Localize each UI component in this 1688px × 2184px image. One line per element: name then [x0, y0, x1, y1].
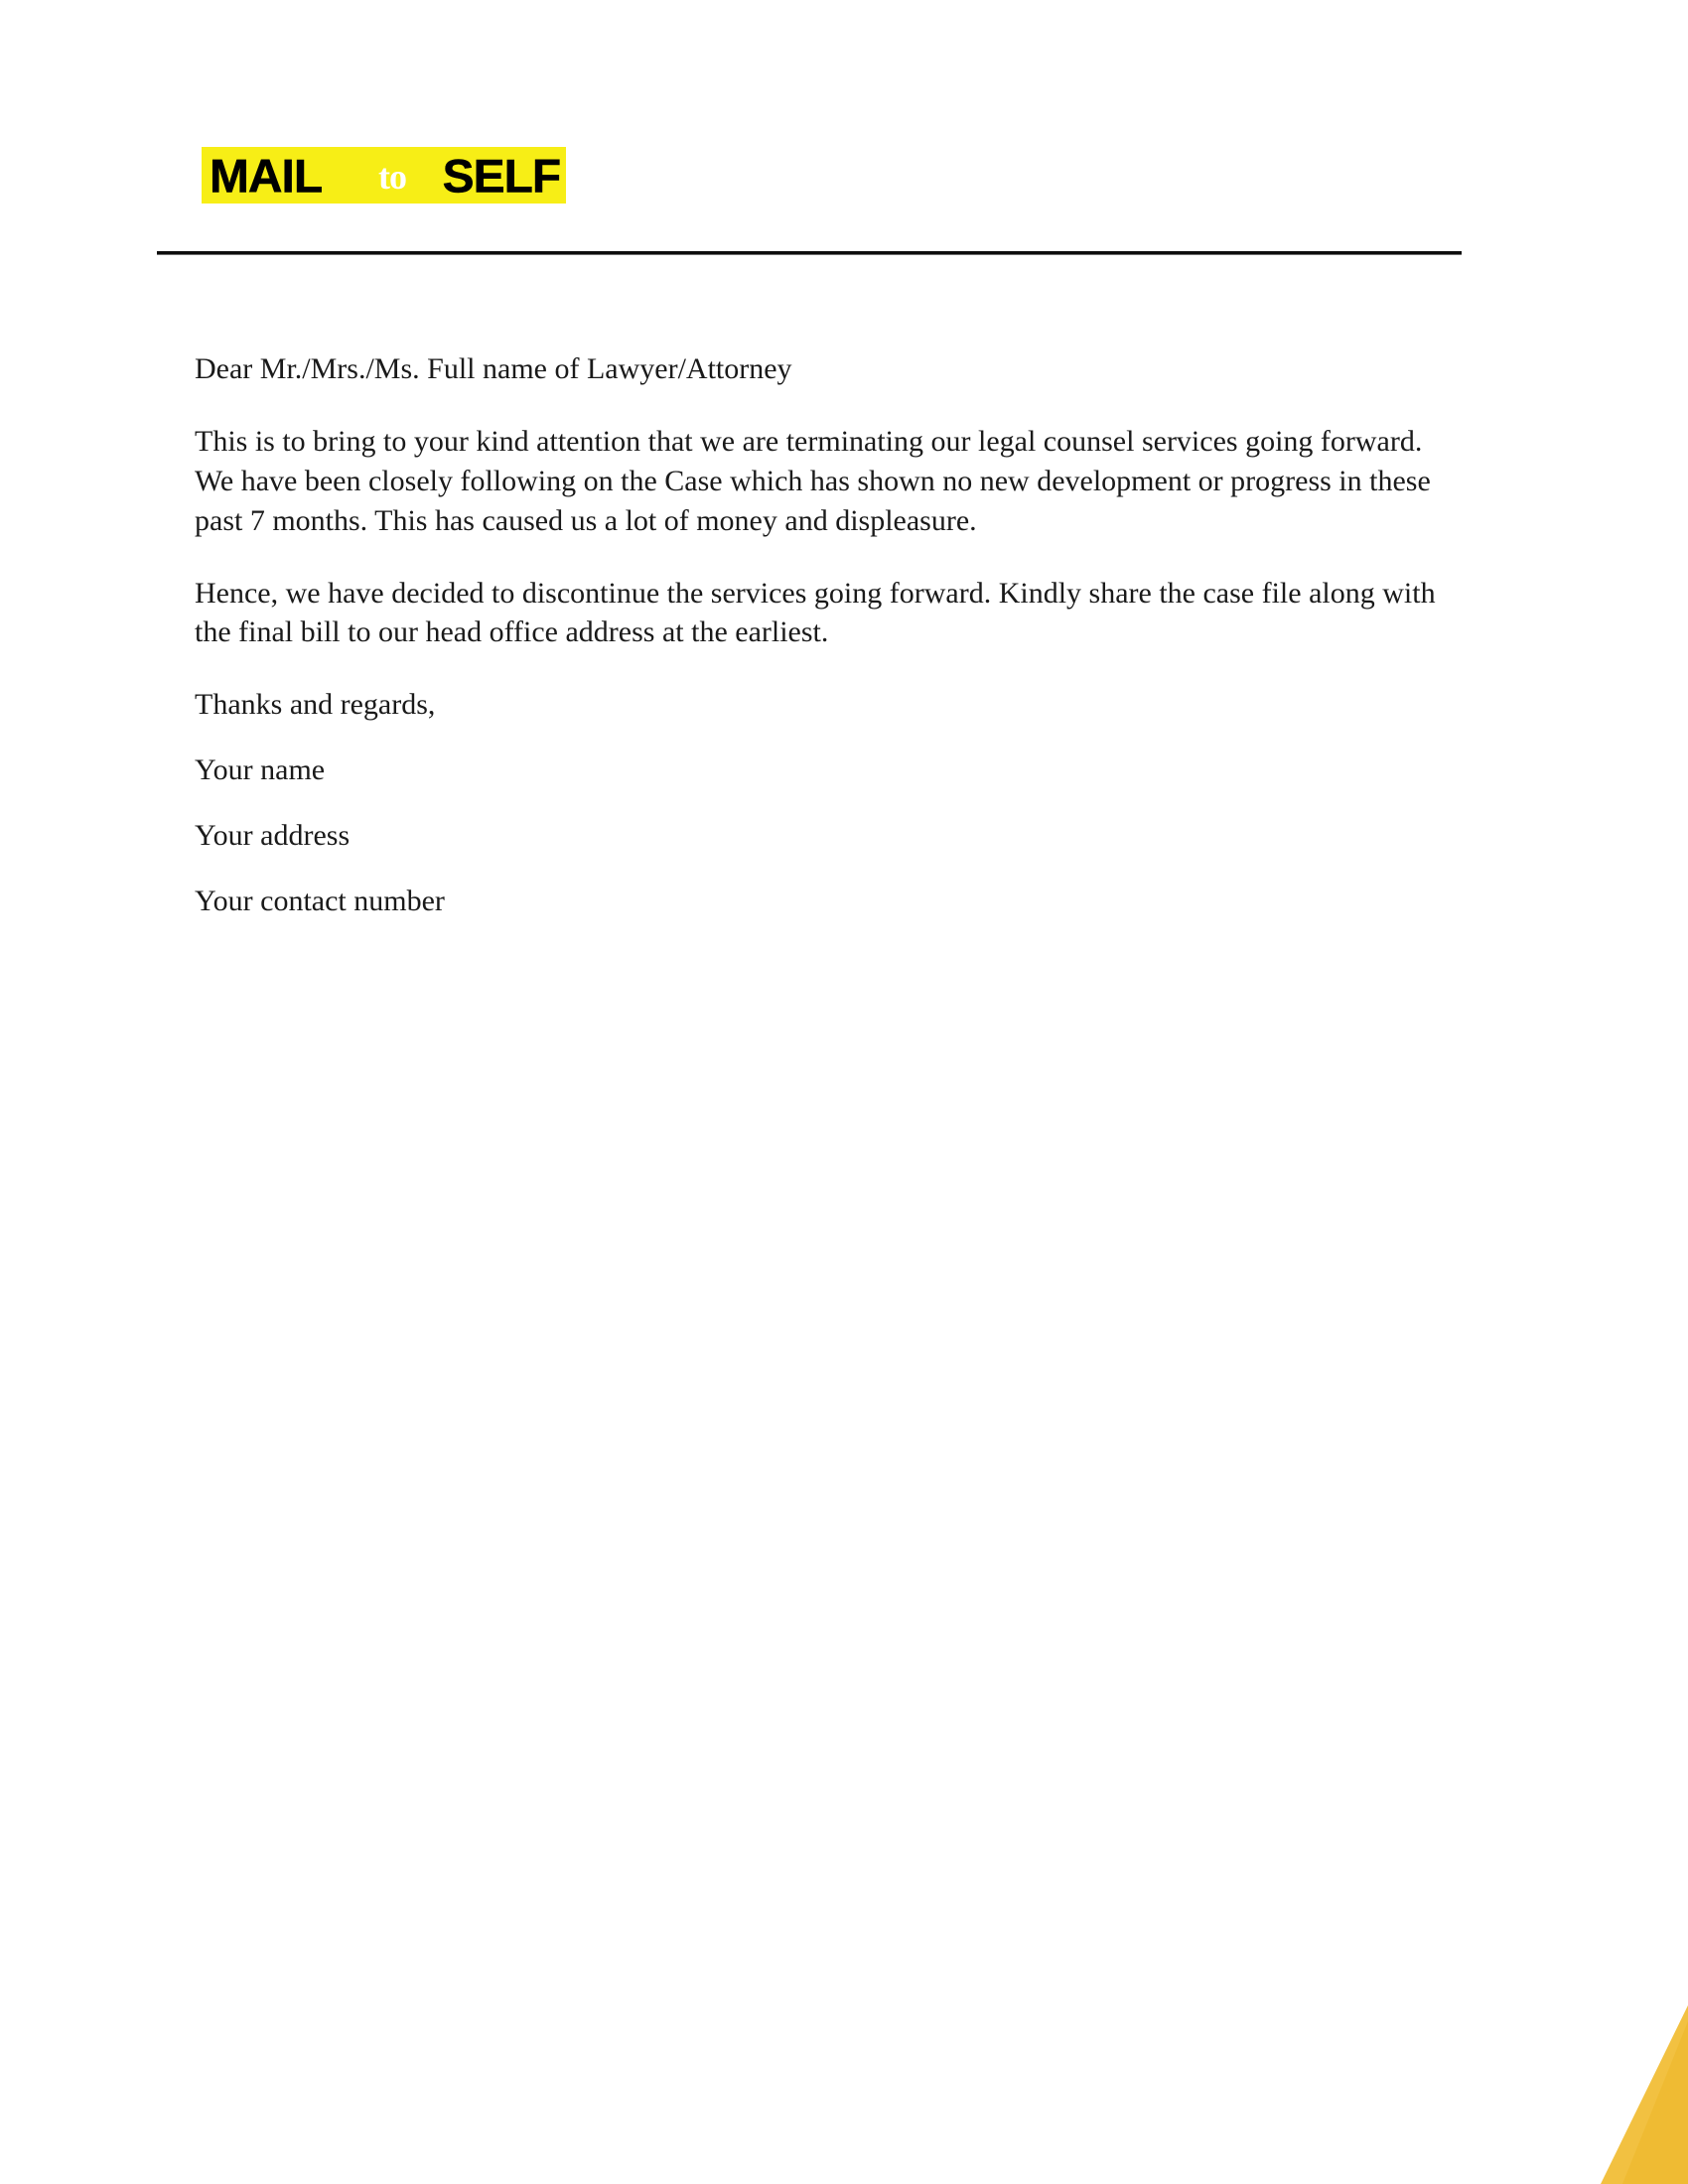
salutation: Dear Mr./Mrs./Ms. Full name of Lawyer/Attorney	[195, 352, 792, 385]
header-divider	[157, 251, 1462, 255]
paragraph-1: This is to bring to your kind attention that we are terminating our legal counsel services going forward. We have been closely following on the Case which has shown no new development or progress in these past 7 months. This has caused us a lot of money and displeasure.	[195, 424, 1431, 537]
logo-word-self: SELF	[442, 149, 560, 202]
signature-line-address: Your address	[195, 819, 351, 853]
signoff-block	[195, 685, 1444, 921]
closing-line: Thanks and regards,	[195, 688, 436, 722]
letterhead	[202, 147, 566, 204]
mailtoself-logo	[202, 147, 566, 204]
signature-line-contact: Your contact number	[195, 885, 445, 918]
corner-wedge-icon	[1571, 2005, 1688, 2184]
logo-word-to: to	[378, 156, 406, 197]
letter-body	[195, 349, 1444, 947]
signature-line-name: Your name	[195, 753, 326, 787]
corner-wedge-decoration	[1571, 2005, 1688, 2184]
logo-word-mail: MAIL	[210, 149, 323, 202]
paragraph-2: Hence, we have decided to discontinue the services going forward. Kindly share the case file along with the final bill to our head office address at the earliest.	[195, 576, 1436, 649]
